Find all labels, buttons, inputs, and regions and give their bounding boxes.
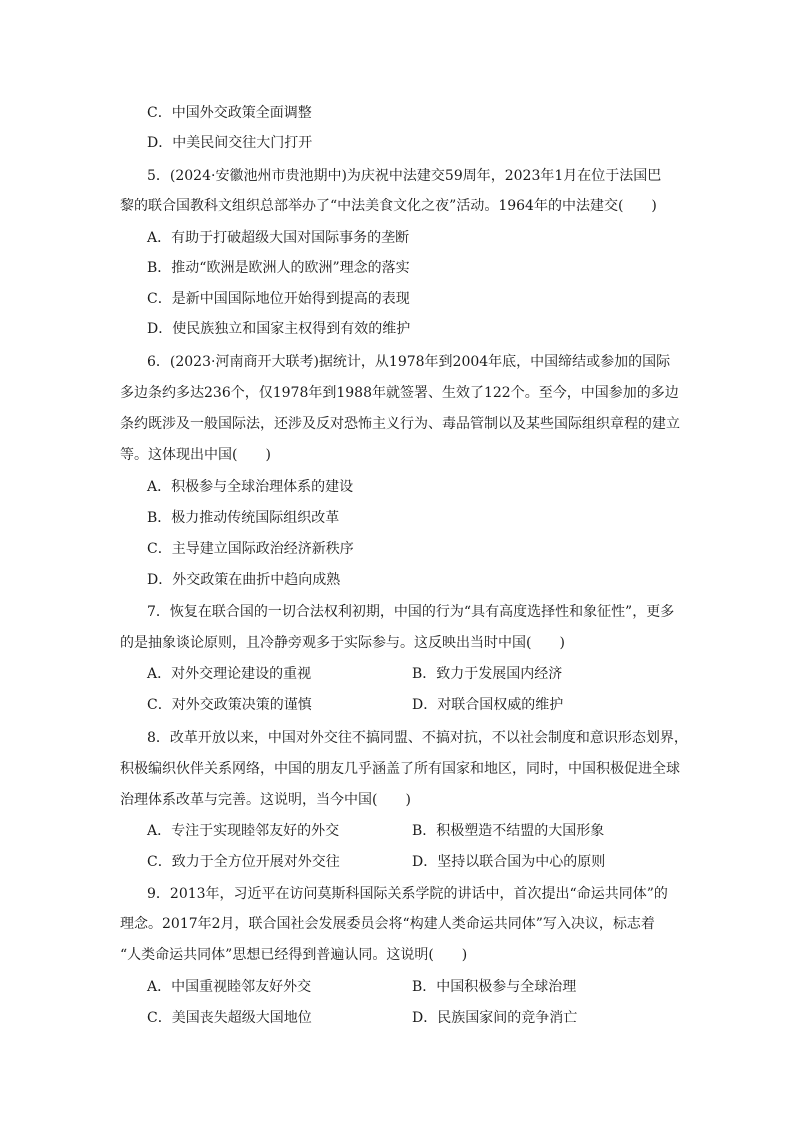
q7-option-c: C．对外交政策决策的谨慎: [147, 697, 312, 713]
q6-option-a: A．积极参与全球治理体系的建设: [147, 479, 354, 495]
q8-stem-line-2: 积极编织伙伴关系网络，中国的朋友几乎涵盖了所有国家和地区，同时，中国积极促进全球: [120, 761, 680, 777]
q9-stem-line-1: 9．2013年，习近平在访问莫斯科国际关系学院的讲话中，首次提出“命运共同体”的: [147, 886, 668, 902]
q8-option-a: A．专注于实现睦邻友好的外交: [147, 823, 340, 839]
q5-option-c: C．是新中国国际地位开始得到提高的表现: [147, 291, 410, 307]
q4-option-c: C．中国外交政策全面调整: [147, 105, 312, 121]
q6-stem-line-4: 等。这体现出中国( ): [120, 447, 271, 463]
q6-stem-line-2: 多边条约多达236个，仅1978年到1988年就签署、生效了122个。至今，中国参加的多边: [120, 385, 679, 401]
q8-option-c: C．致力于全方位开展对外交往: [147, 854, 340, 870]
q6-stem-line-3: 条约既涉及一般国际法，还涉及反对恐怖主义行为、毒品管制以及某些国际组织章程的建立: [120, 416, 680, 432]
q5-stem-line-1: 5．(2024·安徽池州市贵池期中)为庆祝中法建交59周年，2023年1月在位于法国巴: [147, 168, 662, 184]
q8-stem-line-3: 治理体系改革与完善。这说明，当今中国( ): [120, 792, 411, 808]
q9-option-b: B．中国积极参与全球治理: [412, 979, 577, 995]
q9-option-a: A．中国重视睦邻友好外交: [147, 979, 312, 995]
q5-option-a: A．有助于打破超级大国对国际事务的垄断: [147, 230, 410, 246]
q5-stem-line-2: 黎的联合国教科文组织总部举办了“中法美食文化之夜”活动。1964年的中法建交( ): [120, 198, 657, 214]
q8-option-b: B．积极塑造不结盟的大国形象: [412, 823, 605, 839]
q7-option-a: A．对外交理论建设的重视: [147, 666, 312, 682]
q4-option-d: D．中美民间交往大门打开: [147, 135, 313, 151]
q7-option-b: B．致力于发展国内经济: [412, 666, 563, 682]
q5-option-d: D．使民族独立和国家主权得到有效的维护: [147, 321, 411, 337]
q7-stem-line-2: 的是抽象谈论原则，且冷静旁观多于实际参与。这反映出当时中国( ): [120, 635, 565, 651]
q6-option-b: B．极力推动传统国际组织改革: [147, 510, 340, 526]
q6-option-d: D．外交政策在曲折中趋向成熟: [147, 572, 341, 588]
q6-option-c: C．主导建立国际政治经济新秩序: [147, 541, 354, 557]
q8-option-d: D．坚持以联合国为中心的原则: [412, 854, 606, 870]
q9-option-c: C．美国丧失超级大国地位: [147, 1010, 312, 1026]
q9-option-d: D．民族国家间的竞争消亡: [412, 1010, 578, 1026]
q9-stem-line-3: “人类命运共同体”思想已经得到普遍认同。这说明( ): [120, 947, 468, 963]
q8-stem-line-1: 8．改革开放以来，中国对外交往不搞同盟、不搞对抗，不以社会制度和意识形态划界，: [147, 730, 688, 746]
q7-option-d: D．对联合国权威的维护: [412, 697, 564, 713]
q5-option-b: B．推动“欧洲是欧洲人的欧洲”理念的落实: [147, 260, 410, 276]
q6-stem-line-1: 6．(2023·河南商开大联考)据统计，从1978年到2004年底，中国缔结或参加的国际: [147, 354, 671, 370]
q7-stem-line-1: 7．恢复在联合国的一切合法权利初期，中国的行为“具有高度选择性和象征性”，更多: [147, 604, 675, 620]
q9-stem-line-2: 理念。2017年2月，联合国社会发展委员会将“构建人类命运共同体”写入决议，标志着: [120, 916, 655, 932]
